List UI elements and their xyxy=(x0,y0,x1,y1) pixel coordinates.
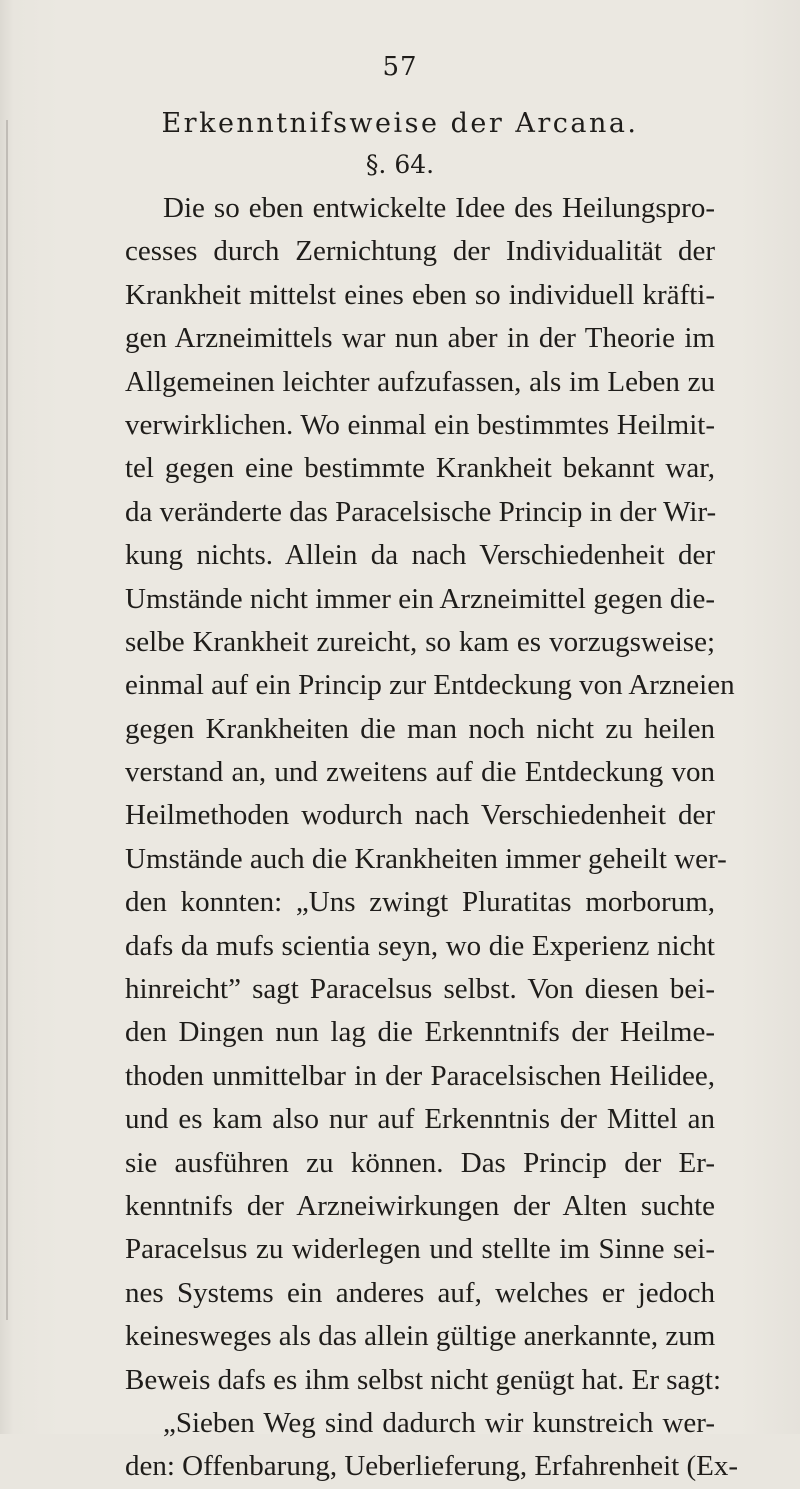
text-line: gen Arzneimittels war nun aber in der Theorie im xyxy=(125,322,715,355)
text-line: den konnten: „Uns zwingt Pluratitas morborum, xyxy=(125,886,715,919)
text-line: verstand an, und zweitens auf die Entdeckung von xyxy=(125,756,715,789)
text-line: einmal auf ein Princip zur Entdeckung von Arzneien xyxy=(125,669,735,702)
text-line: den: Offenbarung, Ueberlieferung, Erfahrenheit (Ex- xyxy=(125,1450,739,1483)
page-number: 57 xyxy=(382,52,418,82)
text-line: Paracelsus zu widerlegen und stellte im Sinne sei- xyxy=(125,1233,715,1266)
text-line: den Dingen nun lag die Erkenntnifs der Heilme- xyxy=(125,1016,715,1049)
text-line: und es kam also nur auf Erkenntnis der Mittel an xyxy=(125,1103,715,1136)
text-line: Die so eben entwickelte Idee des Heilungspro- xyxy=(163,192,715,224)
text-line: Beweis dafs es ihm selbst nicht genügt hat. Er sagt: xyxy=(125,1363,722,1396)
text-line: „Sieben Weg sind dadurch wir kunstreich wer- xyxy=(163,1406,715,1439)
text-line: kung nichts. Allein da nach Verschiedenheit der xyxy=(125,539,715,572)
text-line: tel gegen eine bestimmte Krankheit bekannt war, xyxy=(125,452,715,485)
text-line: kenntnifs der Arzneiwirkungen der Alten suchte xyxy=(125,1189,715,1222)
text-line: Umstände auch die Krankheiten immer geheilt wer- xyxy=(125,842,727,875)
text-line: gegen Krankheiten die man noch nicht zu heilen xyxy=(125,712,715,745)
section-title: Erkenntnifsweise der Arcana. xyxy=(161,108,639,139)
text-line: thoden unmittelbar in der Paracelsischen Heilidee, xyxy=(125,1059,715,1092)
body-paragraph xyxy=(125,187,739,1489)
text-line: Krankheit mittelst eines eben so individuell kräfti- xyxy=(125,278,715,311)
text-line: nes Systems ein anderes auf, welches er jedoch xyxy=(125,1276,715,1309)
text-line: verwirklichen. Wo einmal ein bestimmtes Heilmit- xyxy=(125,408,715,441)
text-line: selbe Krankheit zureicht, so kam es vorzugsweise; xyxy=(125,625,715,658)
page-binding-shadow xyxy=(6,120,8,1320)
text-line: Heilmethoden wodurch nach Verschiedenheit der xyxy=(125,799,715,832)
section-number: §. 64. xyxy=(365,150,435,179)
text-line: da veränderte das Paracelsische Princip in der Wir- xyxy=(125,495,717,528)
text-line: cesses durch Zernichtung der Individualität der xyxy=(125,235,715,268)
text-line: hinreicht” sagt Paracelsus selbst. Von diesen bei- xyxy=(125,973,715,1006)
text-line: sie ausführen zu können. Das Princip der Er- xyxy=(125,1146,715,1179)
text-line: dafs da mufs scientia seyn, wo die Experienz nicht xyxy=(125,929,715,962)
text-line: keinesweges als das allein gültige anerkannte, zum xyxy=(125,1320,716,1353)
text-line: Allgemeinen leichter aufzufassen, als im Leben zu xyxy=(125,365,715,398)
text-line: Umstände nicht immer ein Arzneimittel gegen die- xyxy=(125,582,715,615)
